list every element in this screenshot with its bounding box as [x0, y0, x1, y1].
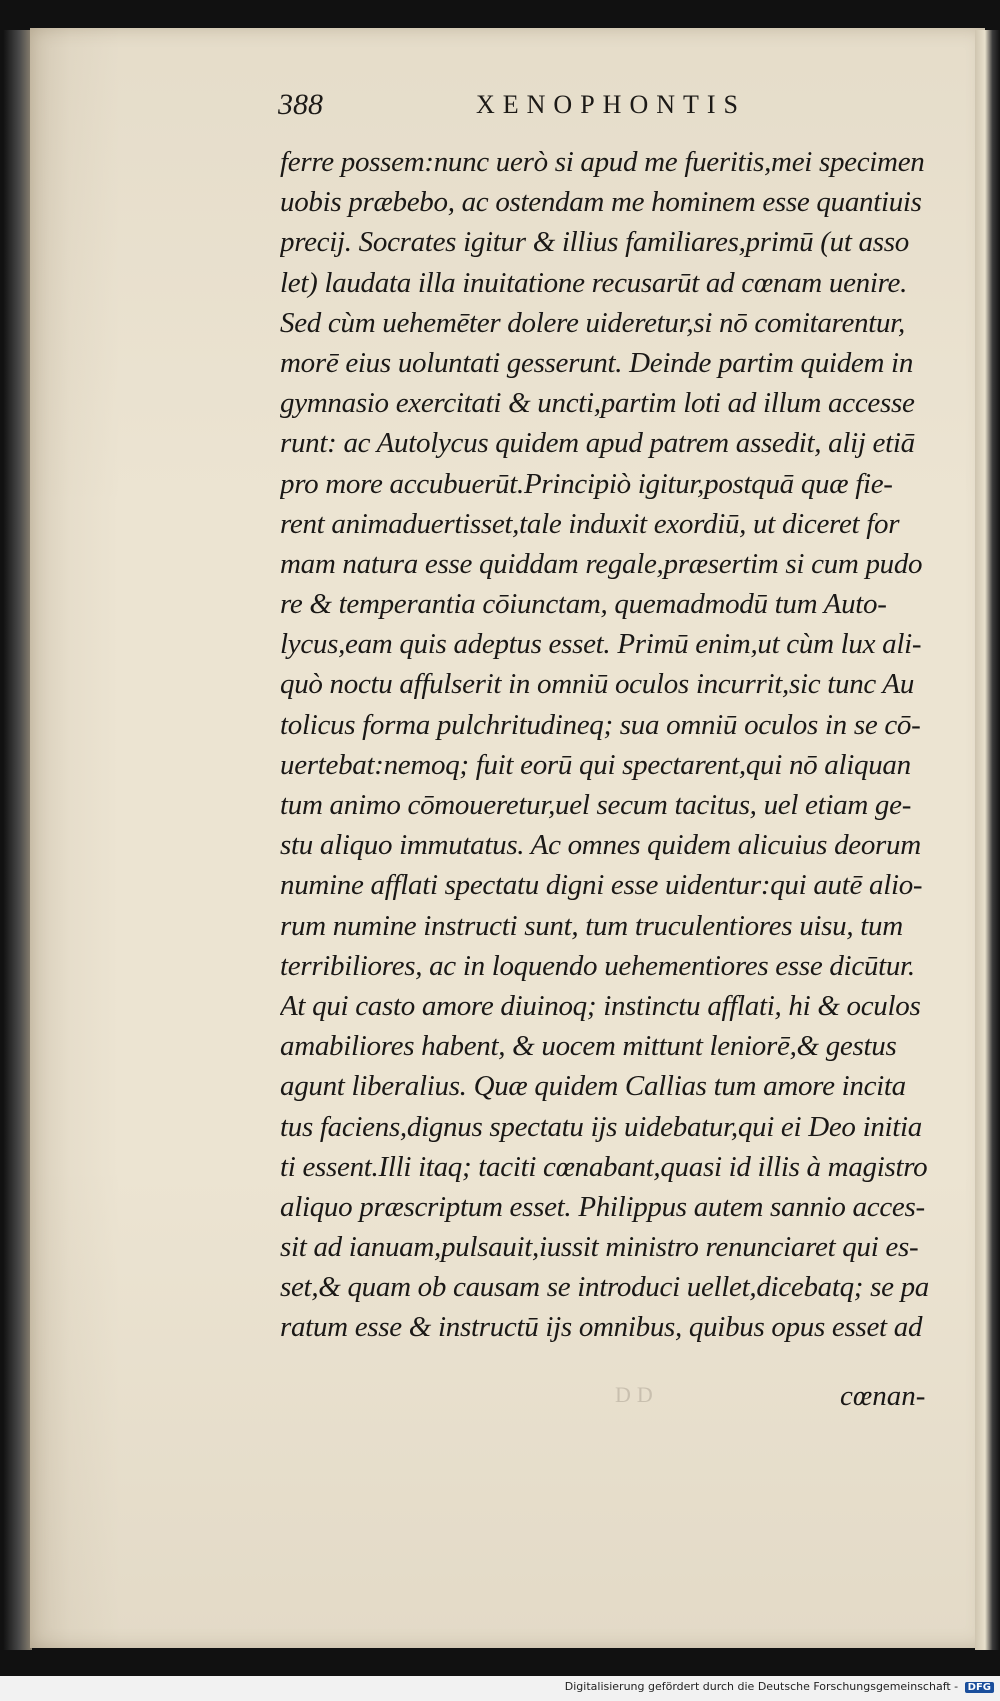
page-header	[278, 88, 768, 128]
text-line: tus faciens,dignus spectatu ijs uidebatur,qui ei Deo initia	[280, 1110, 923, 1143]
text-line: stu aliquo immutatus. Ac omnes quidem alicuius deorum	[280, 829, 921, 862]
text-line: morē eius uoluntati gesserunt. Deinde partim quidem in	[280, 346, 914, 379]
text-line: tum animo cōmoueretur,uel secum tacitus, uel etiam ge-	[280, 789, 912, 821]
text-line: sit ad ianuam,pulsauit,iussit ministro renunciaret qui es-	[280, 1231, 919, 1264]
catchword: cœnan-	[840, 1380, 926, 1412]
footer-credit-text: Digitalisierung gefördert durch die Deutsche Forschungsgemeinschaft -	[564, 1680, 959, 1693]
text-line: gymnasio exercitati & uncti,partim loti ad illum accesse	[280, 387, 915, 420]
text-line: tolicus forma pulchritudineq; sua omniū oculos in se cō-	[280, 708, 921, 741]
text-line: Sed cùm uehemēter dolere uideretur,si nō comitarentur,	[280, 306, 905, 339]
text-line: ratum esse & instructū ijs omnibus, quibus opus esset ad	[280, 1311, 923, 1344]
text-line: quò noctu affulserit in omniū oculos incurrit,sic tunc Au	[280, 668, 915, 701]
text-line: let) laudata illa inuitatione recusarūt ad cœnam uenire.	[280, 266, 908, 299]
footer-credit	[565, 1680, 994, 1693]
text-line: ferre possem:nunc uerò si apud me fueritis,mei specimen	[280, 146, 925, 178]
text-line: rum numine instructi sunt, tum truculentiores uisu, tum	[280, 909, 903, 942]
body-text	[280, 142, 960, 1348]
text-line: uertebat:nemoq; fuit eorū qui spectarent,qui nō aliquan	[280, 748, 911, 781]
running-title: XENOPHONTIS	[476, 90, 746, 119]
text-line: At qui casto amore diuinoq; instinctu afflati, hi & oculos	[280, 989, 921, 1022]
text-line: rent animaduertisset,tale induxit exordiū, ut diceret for	[280, 507, 900, 540]
text-line: agunt liberalius. Quæ quidem Callias tum amore incita	[280, 1070, 906, 1103]
text-line: runt: ac Autolycus quidem apud patrem assedit, alij etiā	[280, 427, 915, 460]
text-line: uobis præbebo, ac ostendam me hominem esse quantiuis	[280, 186, 922, 219]
text-line: re & temperantia cōiunctam, quemadmodū tum Auto-	[280, 588, 887, 621]
page-edge	[975, 30, 1000, 1650]
digitization-footer	[0, 1676, 1000, 1701]
text-line: lycus,eam quis adeptus esset. Primū enim,ut cùm lux ali-	[280, 628, 922, 661]
text-line: terribiliores, ac in loquendo uehementiores esse dicūtur.	[280, 949, 915, 982]
book-gutter	[0, 30, 32, 1650]
page-number: 388	[278, 88, 323, 121]
text-line: aliquo præscriptum esset. Philippus autem sannio acces-	[280, 1190, 925, 1223]
text-line: amabiliores habent, & uocem mittunt leniorē,& gestus	[280, 1030, 897, 1063]
text-line: ti essent.Illi itaq; taciti cœnabant,quasi id illis à magistro	[280, 1150, 928, 1183]
text-line: set,& quam ob causam se introduci uellet,dicebatq; se pa	[280, 1271, 930, 1304]
text-line: mam natura esse quiddam regale,præsertim si cum pudo	[280, 547, 923, 580]
text-line: numine afflati spectatu digni esse uidentur:qui autē alio-	[280, 869, 923, 902]
text-line: pro more accubuerūt.Principiò igitur,postquā quæ fie-	[280, 467, 893, 500]
signature-mark: DD	[615, 1382, 659, 1407]
dfg-logo-icon: DFG	[965, 1682, 994, 1693]
text-line: precij. Socrates igitur & illius familiares,primū (ut asso	[280, 226, 909, 259]
